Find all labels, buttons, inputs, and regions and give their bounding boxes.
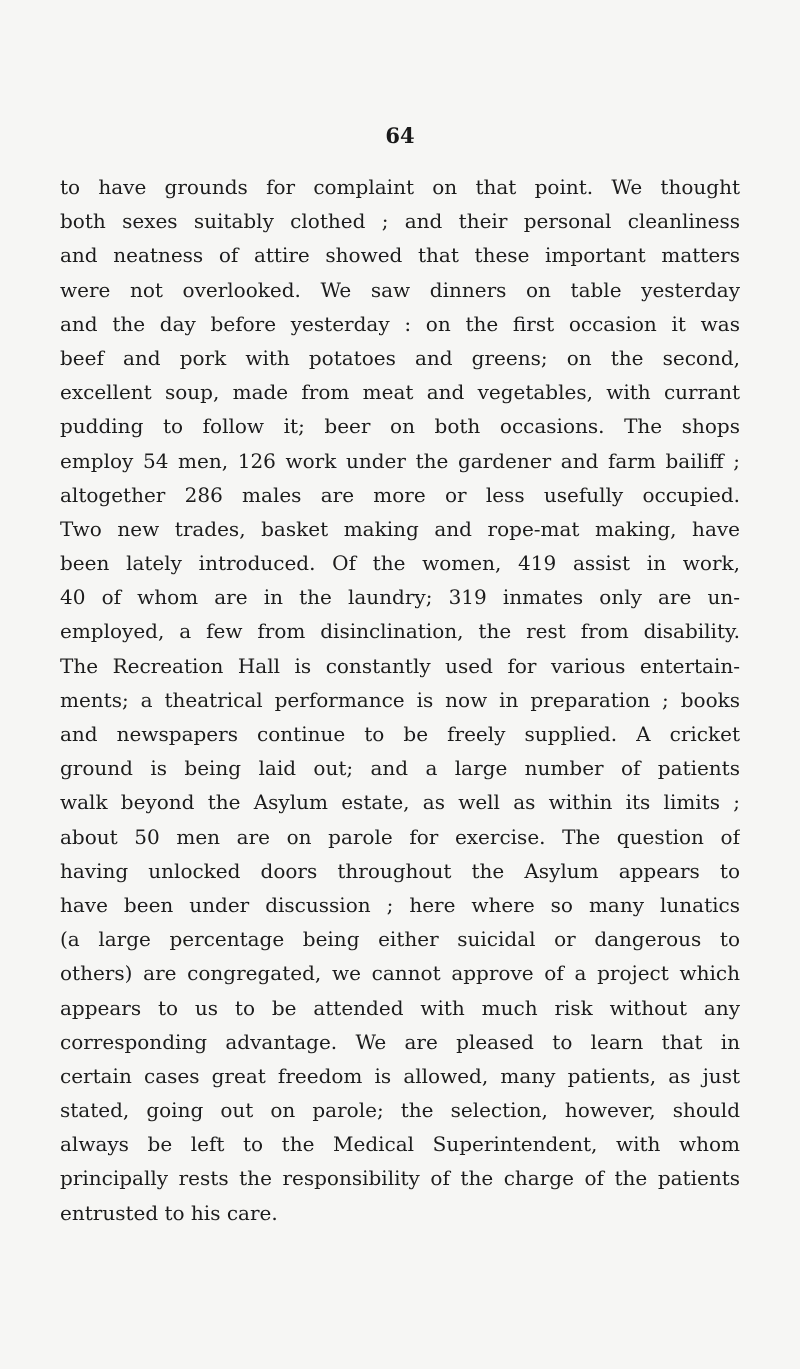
text-line: ments; a theatrical performance is now in preparation ; books [60, 687, 740, 712]
text-line: 40 of whom are in the laundry; 319 inmates only are un- [60, 585, 740, 610]
text-line: walk beyond the Asylum estate, as well as within its limits ; [60, 790, 740, 815]
text-line: certain cases great freedom is allowed, many patients, as just [60, 1063, 740, 1088]
text-line: ground is being laid out; and a large number of patients [60, 756, 740, 781]
text-line: employed, a few from disinclination, the rest from disability. [60, 619, 740, 644]
text-line: corresponding advantage. We are pleased to learn that in [60, 1029, 740, 1054]
text-line: excellent soup, made from meat and vegetables, with currant [60, 380, 740, 405]
text-line: appears to us to be attended with much risk without any [60, 995, 740, 1020]
page-number: 64 [385, 123, 415, 148]
text-line: always be left to the Medical Superintendent, with whom [60, 1132, 740, 1157]
text-line: altogether 286 males are more or less usefully occupied. [60, 482, 740, 507]
text-line: were not overlooked. We saw dinners on table yesterday [60, 277, 740, 302]
text-line: been lately introduced. Of the women, 419 assist in work, [60, 551, 740, 576]
text-line: and neatness of attire showed that these important matters [60, 243, 740, 268]
text-line: pudding to follow it; beer on both occasions. The shops [60, 414, 740, 439]
text-line: principally rests the responsibility of the charge of the patients [60, 1166, 740, 1191]
text-line: beef and pork with potatoes and greens; on the second, [60, 345, 740, 370]
text-line: (a large percentage being either suicidal or dangerous to [60, 927, 740, 952]
text-line: stated, going out on parole; the selection, however, should [60, 1098, 740, 1123]
text-line: employ 54 men, 126 work under the gardener and farm bailiff ; [60, 448, 740, 473]
body-paragraph [60, 170, 740, 1230]
text-line: having unlocked doors throughout the Asylum appears to [60, 858, 740, 883]
text-line: Two new trades, basket making and rope-mat making, have [60, 516, 740, 541]
text-line: about 50 men are on parole for exercise. The question of [60, 824, 740, 849]
text-line: to have grounds for complaint on that point. We thought [60, 175, 740, 199]
text-line: entrusted to his care. [60, 1200, 278, 1225]
text-line: others) are congregated, we cannot approve of a project which [60, 961, 740, 986]
text-line: both sexes suitably clothed ; and their personal cleanliness [60, 209, 740, 234]
text-line: The Recreation Hall is constantly used for various entertain- [60, 653, 740, 678]
text-line: and newspapers continue to be freely supplied. A cricket [60, 722, 740, 746]
text-line: and the day before yesterday : on the first occasion it was [60, 311, 740, 336]
text-line: have been under discussion ; here where so many lunatics [60, 892, 740, 917]
